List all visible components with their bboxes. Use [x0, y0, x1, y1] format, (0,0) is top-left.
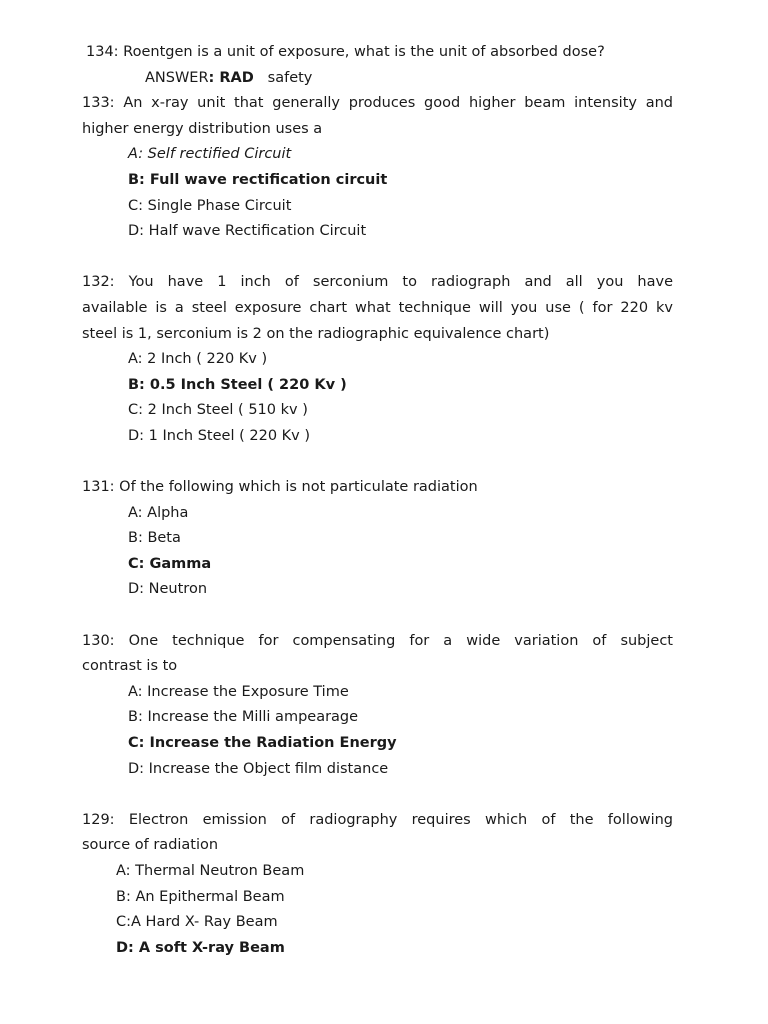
question-130-option-c: C: Increase the Radiation Energy — [128, 735, 397, 752]
question-132-option-d: D: 1 Inch Steel ( 220 Kv ) — [128, 427, 311, 444]
question-130-line-1: 130: One technique for compensating for a wide variation of subject — [82, 632, 673, 649]
question-133-option-b: B: Full wave rectification circuit — [128, 171, 388, 188]
question-132-line-1: 132: You have 1 inch of serconium to radiograph and all you have — [82, 274, 673, 291]
question-132-line-2: available is a steel exposure chart what technique will you use ( for 220 kv — [82, 299, 673, 316]
question-132-option-c: C: 2 Inch Steel ( 510 kv ) — [128, 402, 308, 419]
question-131-option-c: C: Gamma — [128, 555, 212, 572]
answer-note: safety — [267, 69, 313, 86]
question-132-option-a: A: 2 Inch ( 220 Kv ) — [128, 351, 268, 368]
question-133-line-1: 133: An x-ray unit that generally produces good higher beam intensity and — [82, 95, 673, 112]
question-132-line-3: steel is 1, serconium is 2 on the radiographic equivalence chart) — [82, 325, 550, 342]
spacer — [82, 603, 673, 629]
question-129-option-b: B: An Epithermal Beam — [116, 888, 285, 905]
question-130-option-b: B: Increase the Milli ampearage — [128, 709, 359, 726]
spacer — [82, 782, 673, 808]
spacer — [82, 450, 673, 476]
question-131-option-d: D: Neutron — [128, 581, 208, 598]
question-129-line-2: source of radiation — [82, 837, 219, 854]
answer-value: : RAD — [208, 69, 254, 86]
answer-label: ANSWER — [145, 69, 209, 86]
question-133-line-2: higher energy distribution uses a — [82, 120, 323, 137]
question-129-option-a: A: Thermal Neutron Beam — [116, 863, 305, 879]
question-134-answer — [82, 66, 673, 92]
question-129-option-d: D: A soft X-ray Beam — [116, 939, 285, 956]
spacer — [82, 245, 673, 271]
question-131-line-1: 131: Of the following which is not particulate radiation — [82, 479, 478, 496]
question-132-option-b: B: 0.5 Inch Steel ( 220 Kv ) — [128, 376, 347, 393]
document-page — [82, 40, 673, 961]
question-133-option-a: A: Self rectified Circuit — [128, 146, 292, 163]
question-131-option-b: B: Beta — [128, 530, 181, 547]
question-130-line-2: contrast is to — [82, 658, 178, 675]
question-130-option-d: D: Increase the Object film distance — [128, 760, 389, 777]
question-129-line-1: 129: Electron emission of radiography requires which of the following — [82, 811, 673, 828]
question-133-option-d: D: Half wave Rectification Circuit — [128, 223, 367, 240]
question-130-option-a: A: Increase the Exposure Time — [128, 683, 349, 700]
question-129-option-c: C:A Hard X- Ray Beam — [116, 914, 278, 931]
question-131-option-a: A: Alpha — [128, 504, 189, 521]
question-134-text: 134: Roentgen is a unit of exposure, what is the unit of absorbed dose? — [86, 44, 605, 60]
question-133-option-c: C: Single Phase Circuit — [128, 197, 292, 214]
